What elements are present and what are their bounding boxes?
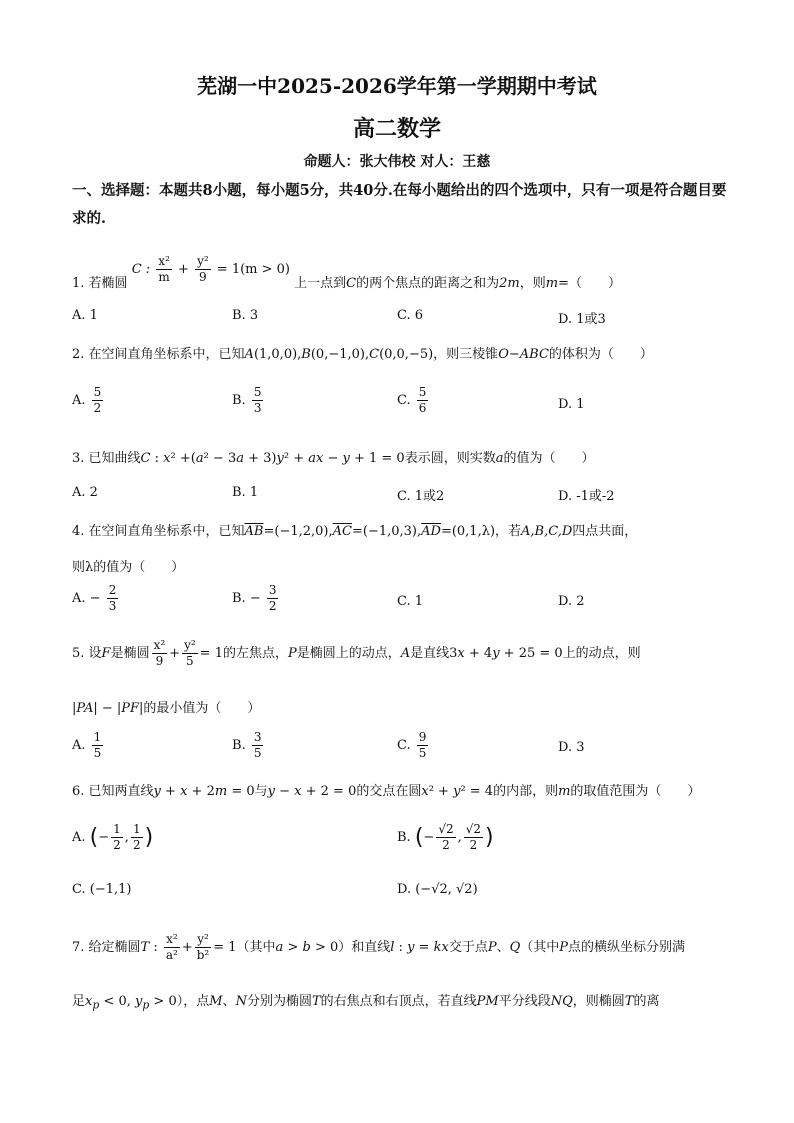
q1-option-c: C. 6 bbox=[397, 308, 424, 323]
q3-option-d: D. -1或-2 bbox=[558, 489, 615, 504]
question-3-stem: 3. 已知曲线C : x² +(a² − 3a + 3)y² + ax − y + 1 = 0表示圆，则实数a的值为（ ） bbox=[72, 451, 595, 466]
q5-option-c: C. $\frac{9}{5}$ bbox=[397, 730, 427, 760]
q6-option-c: C. (−1,1) bbox=[72, 882, 132, 897]
subject-title: 高二数学 bbox=[352, 116, 441, 142]
question-7-stem: 7. 给定椭圆T : $\frac{\text{x²}}{\text{a²}}$ + $\frac{\text{y²}}{\text{b²}}$ = 1（其中a > b > 0）和直线l : y = kx交于点P、Q（其中P点的横纵坐标分别满 bbox=[72, 932, 686, 962]
q4-option-b: B. − $\frac{3}{2}$ bbox=[232, 583, 277, 613]
q6-option-d: D. (−√2, √2) bbox=[397, 882, 478, 897]
q3-option-a: A. 2 bbox=[72, 485, 98, 500]
q5-option-d: D. 3 bbox=[558, 740, 585, 755]
question-5-stem: 5. 设F是椭圆 $\frac{\text{x²}}{9}$ + $\frac{\text{y²}}{5}$ = 1的左焦点，P是椭圆上的动点，A是直线3x + 4y + 25 = 0上的动点，则 bbox=[72, 638, 641, 668]
question-1-stem: 1. 若椭圆 C : $\frac{\text{x²}}{m}$ + $\frac{\text{y²}}{9}$ = 1(m > 0) 上一点到C的两个焦点的距离之和为2m，则m=（ ） bbox=[72, 254, 621, 291]
question-7-stem-line2: 足$x_p < 0$, $y_p > 0$），点M、N分别为椭圆T的右焦点和右顶点，若直线PM平分线段NQ，则椭圆T的离 bbox=[72, 994, 660, 1012]
q1-option-d: D. 1或3 bbox=[558, 312, 606, 327]
question-6-stem: 6. 已知两直线y + x + 2m = 0与y − x + 2 = 0的交点在圆x² + y² = 4的内部，则m的取值范围为（ ） bbox=[72, 784, 701, 799]
question-2-stem: 2. 在空间直角坐标系中，已知A(1,0,0),B(0,−1,0),C(0,0,−5)，则三棱锥O−ABC的体积为（ ） bbox=[72, 347, 653, 362]
q4-option-c: C. 1 bbox=[397, 594, 424, 609]
q6-option-a: A. (− $\frac{1}{2}$ , $\frac{1}{2}$ ) bbox=[72, 822, 154, 852]
q5-option-a: A. $\frac{1}{5}$ bbox=[72, 730, 102, 760]
q3-option-b: B. 1 bbox=[232, 485, 259, 500]
q6-option-b: B. (− $\frac{√2}{2}$ , $\frac{√2}{2}$ ) bbox=[397, 822, 494, 852]
q4-option-a: A. − $\frac{2}{3}$ bbox=[72, 583, 117, 613]
q1-option-b: B. 3 bbox=[232, 308, 259, 323]
q2-option-a: A. $\frac{5}{2}$ bbox=[72, 385, 102, 415]
author-line: 命题人：张大伟校 对人：王慈 bbox=[303, 154, 491, 170]
q1-option-a: A. 1 bbox=[72, 308, 98, 323]
question-5-stem-line2: |PA| − |PF|的最小值为（ ） bbox=[72, 701, 261, 716]
q2-option-c: C. $\frac{5}{6}$ bbox=[397, 385, 427, 415]
question-4-stem-line2: 则λ的值为（ ） bbox=[72, 560, 185, 575]
question-number: 1. 若椭圆 bbox=[72, 276, 128, 291]
q2-option-b: B. $\frac{5}{3}$ bbox=[232, 385, 262, 415]
q4-option-d: D. 2 bbox=[558, 594, 585, 609]
section-heading: 一、选择题：本题共8小题，每小题5分，共40分.在每小题给出的四个选项中，只有一项是符合题目要求的. bbox=[72, 182, 727, 227]
q3-option-c: C. 1或2 bbox=[397, 489, 445, 504]
q5-option-b: B. $\frac{3}{5}$ bbox=[232, 730, 262, 760]
question-4-stem: 4. 在空间直角坐标系中，已知$\overline{AB}=(-1,2,0),\overline{AC}=(-1,0,3),\overline{AD}=(0,1,\lambda)$，若A,B,C,D四点共面， bbox=[72, 524, 638, 539]
q2-option-d: D. 1 bbox=[558, 397, 585, 412]
exam-title: 芜湖一中2025-2026学年第一学期期中考试 bbox=[197, 74, 597, 98]
